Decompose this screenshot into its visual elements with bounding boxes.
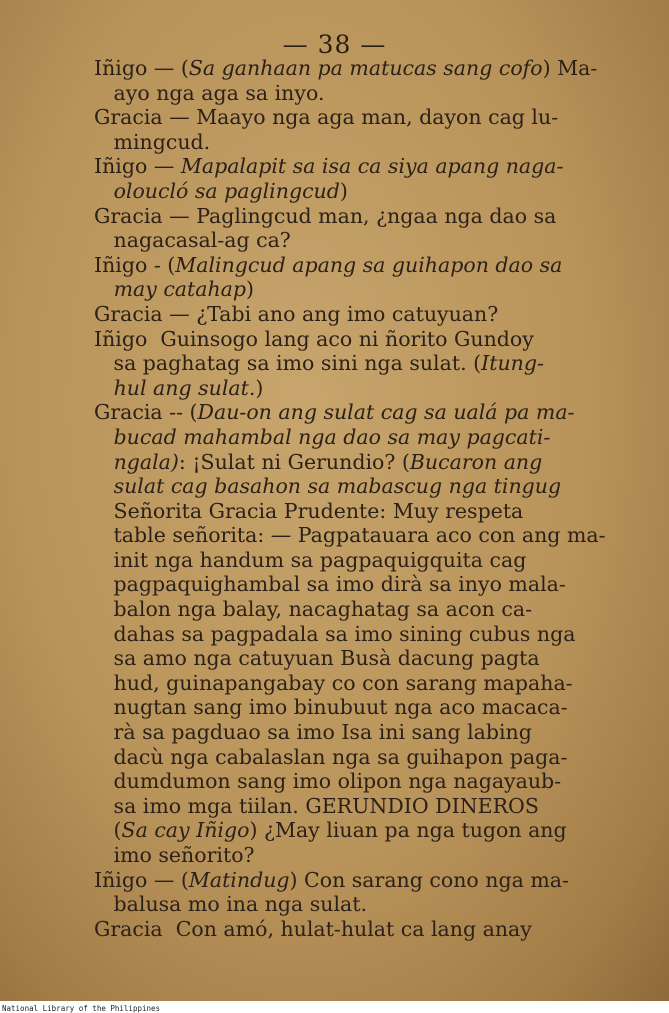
dialogue-text-run: Señorita Gracia Prudente: Muy respeta bbox=[94, 498, 524, 523]
text-line bbox=[94, 351, 599, 376]
dialogue-text-run: ayo nga aga sa inyo. bbox=[94, 80, 325, 105]
dialogue-text-run bbox=[94, 425, 114, 449]
stage-direction: bucad mahambal nga dao sa may pagcati- bbox=[113, 424, 551, 449]
text-line bbox=[94, 572, 599, 597]
dialogue-text-run: ) bbox=[246, 277, 255, 302]
text-line bbox=[94, 695, 599, 720]
text-line bbox=[94, 302, 599, 327]
dialogue-text-run: pagpaquighambal sa imo dirà sa inyo mala- bbox=[94, 572, 566, 597]
dialogue-text bbox=[94, 56, 606, 941]
text-line bbox=[94, 597, 599, 622]
stage-direction: Dau-on ang sulat cag sa ualá pa ma- bbox=[197, 400, 575, 425]
stage-direction: oloucló sa paglingcud bbox=[113, 178, 340, 203]
dialogue-text-run: ) bbox=[339, 178, 348, 203]
text-line bbox=[94, 548, 599, 573]
text-line bbox=[94, 622, 599, 647]
dialogue-text-run bbox=[94, 450, 114, 474]
text-line bbox=[94, 523, 606, 548]
dialogue-text-run: sa paghatag sa imo sini nga sulat. ( bbox=[94, 351, 482, 376]
stage-direction: hul ang sulat. bbox=[113, 375, 256, 400]
text-line bbox=[94, 868, 599, 893]
text-line bbox=[94, 376, 599, 401]
dialogue-text-run: ) Con sarang cono nga ma- bbox=[289, 867, 569, 892]
dialogue-text-run bbox=[94, 277, 114, 301]
stage-direction: Sa ganhaan pa matucas sang cofo bbox=[188, 56, 543, 80]
text-line bbox=[94, 720, 599, 745]
stage-direction: Matindug bbox=[188, 867, 290, 892]
dialogue-text-run bbox=[94, 376, 114, 400]
text-line bbox=[94, 843, 599, 868]
text-line bbox=[94, 56, 599, 81]
text-line bbox=[94, 745, 599, 770]
dialogue-text-run: hud, guinapangabay co con sarang mapaha- bbox=[94, 670, 573, 695]
dialogue-text-run: ) Ma- bbox=[542, 56, 598, 80]
text-line bbox=[94, 892, 599, 917]
text-line bbox=[94, 204, 599, 229]
text-line bbox=[94, 917, 599, 942]
dialogue-text-run: Iñigo - ( bbox=[94, 252, 176, 277]
stage-direction: Sa cay Iñigo bbox=[121, 818, 250, 843]
dialogue-text-run: Iñigo — ( bbox=[94, 867, 189, 892]
dialogue-text-run: nagacasal-ag ca? bbox=[94, 228, 291, 253]
text-line bbox=[94, 253, 599, 278]
stage-direction: may catahap bbox=[113, 277, 247, 302]
dialogue-text-run: Iñigo Guinsogo lang aco ni ñorito Gundoy bbox=[94, 326, 534, 351]
dialogue-text-run: Gracia — Maayo nga aga man, dayon cag lu- bbox=[94, 105, 559, 130]
text-line bbox=[94, 818, 599, 843]
text-line bbox=[94, 425, 599, 450]
text-line bbox=[94, 769, 599, 794]
text-line bbox=[94, 450, 599, 475]
dialogue-text-run: ( bbox=[94, 818, 122, 843]
dialogue-text-run: Iñigo — bbox=[94, 154, 181, 179]
dialogue-text-run: dacù nga cabalaslan nga sa guihapon paga- bbox=[94, 744, 568, 769]
dialogue-text-run: Gracia — Paglingcud man, ¿ngaa nga dao sa bbox=[94, 203, 557, 228]
text-line bbox=[94, 646, 599, 671]
stage-direction: Itung- bbox=[481, 351, 544, 376]
dialogue-text-run: Gracia -- ( bbox=[94, 400, 198, 425]
text-line bbox=[94, 105, 599, 130]
stage-direction: Mapalapit sa isa ca siya apang naga- bbox=[180, 154, 564, 179]
text-line bbox=[94, 474, 599, 499]
text-line bbox=[94, 400, 599, 425]
dialogue-text-run bbox=[94, 474, 114, 498]
dialogue-text-run: Iñigo — ( bbox=[94, 56, 189, 80]
dialogue-text-run: Gracia — ¿Tabi ano ang imo catuyuan? bbox=[94, 301, 499, 326]
text-line bbox=[94, 130, 599, 155]
dialogue-text-run: init nga handum sa pagpaquigquita cag bbox=[94, 547, 527, 572]
dialogue-text-run: ) bbox=[255, 375, 264, 400]
page-number: — 38 — bbox=[282, 30, 387, 59]
dialogue-text-run: sa amo nga catuyuan Busà dacung pagta bbox=[94, 646, 540, 671]
text-line bbox=[94, 228, 599, 253]
dialogue-text-run: imo señorito? bbox=[94, 843, 255, 867]
text-line bbox=[94, 671, 599, 696]
dialogue-text-run: mingcud. bbox=[94, 129, 211, 154]
text-line bbox=[94, 81, 599, 106]
dialogue-text-run bbox=[94, 179, 114, 203]
dialogue-text-run: : ¡Sulat ni Gerundio? ( bbox=[178, 449, 410, 474]
dialogue-text-run: balusa mo ina nga sulat. bbox=[94, 892, 368, 917]
dialogue-text-run: balon nga balay, nacaghatag sa acon ca- bbox=[94, 597, 533, 622]
dialogue-text-run: nugtan sang imo binubuut nga aco macaca- bbox=[94, 695, 568, 720]
dialogue-text-run: ) ¿May liuan pa nga tugon ang bbox=[249, 818, 567, 843]
text-line bbox=[94, 277, 599, 302]
text-line bbox=[94, 154, 599, 179]
stage-direction: Bucaron ang bbox=[409, 449, 543, 474]
text-line bbox=[94, 794, 599, 819]
stage-direction: sulat cag basahon sa mabascug nga tingug bbox=[113, 474, 562, 499]
dialogue-text-run: dumdumon sang imo olipon nga nagayaub- bbox=[94, 769, 562, 794]
text-line bbox=[94, 327, 599, 352]
stage-direction: ngala) bbox=[113, 449, 179, 474]
dialogue-text-run: Gracia Con amó, hulat-hulat ca lang anay bbox=[94, 916, 532, 941]
text-line bbox=[94, 499, 599, 524]
dialogue-text-run: table señorita: — Pagpatauara aco con ang ma- bbox=[94, 523, 606, 548]
dialogue-text-run: dahas sa pagpadala sa imo sining cubus nga bbox=[94, 621, 576, 646]
dialogue-text-run: rà sa pagduao sa imo Isa ini sang labing bbox=[94, 720, 532, 745]
text-line bbox=[94, 179, 599, 204]
library-credit: National Library of the Philippines bbox=[2, 1004, 161, 1013]
dialogue-text-run: sa imo mga tiilan. GERUNDIO DINEROS bbox=[94, 793, 539, 818]
stage-direction: Malingcud apang sa guihapon dao sa bbox=[175, 252, 563, 277]
